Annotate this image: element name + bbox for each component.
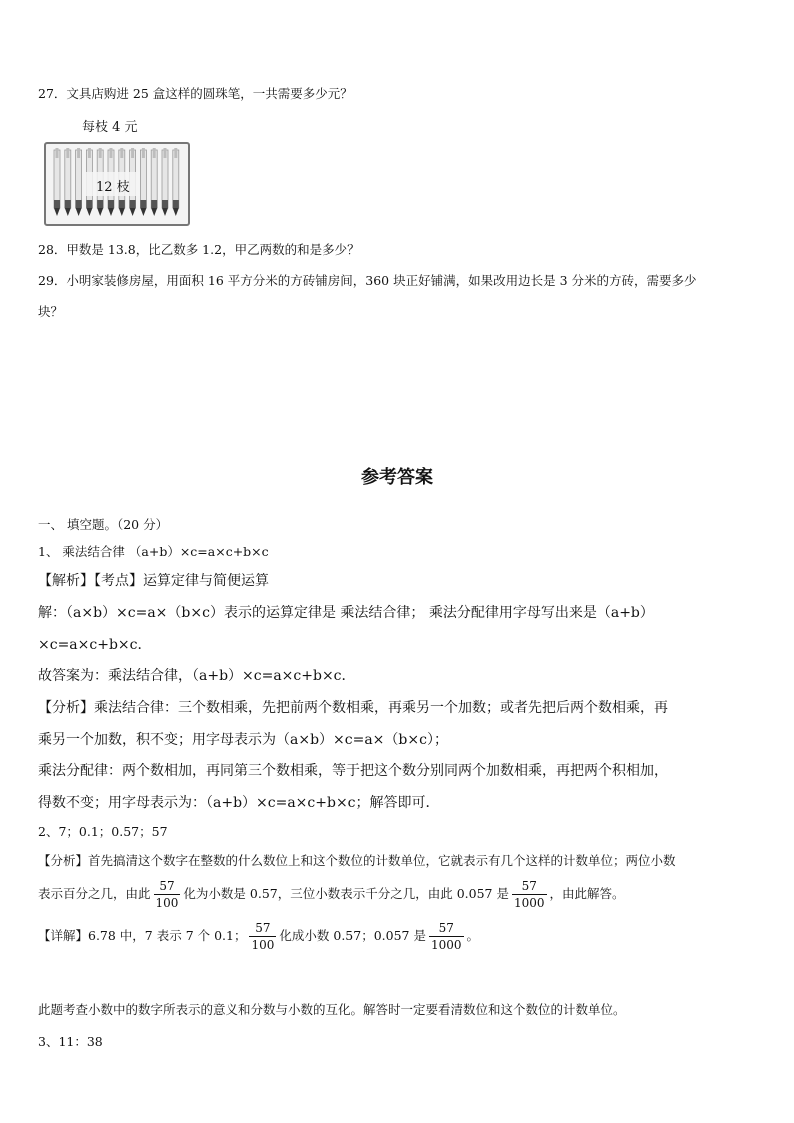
answer-1-fenxi-line4: 得数不变；用字母表示为：（a+b）×c=a×c+b×c；解答即可．: [38, 795, 440, 811]
answer-1-head: 1、 乘法结合律 （a+b）×c=a×c+b×c: [38, 544, 269, 559]
pen-icon: [151, 148, 157, 216]
fraction-numerator: 57: [249, 920, 276, 937]
answer-2-fenxi-text-a: 表示百分之几，由此: [38, 886, 151, 901]
pen-icon: [173, 148, 179, 216]
fraction-57-100: [249, 920, 276, 953]
fraction-numerator: 57: [154, 878, 181, 895]
answer-2-xiangjie-text-b: 化成小数 0.57；0.057 是: [279, 928, 426, 943]
answers-title: 参考答案: [361, 467, 433, 488]
answer-2-fenxi-line2: [38, 878, 625, 911]
fraction-denominator: 100: [251, 938, 275, 952]
fraction-numerator: 57: [512, 878, 547, 895]
pen-icon: [162, 148, 168, 216]
fraction-numerator: 57: [429, 920, 464, 937]
answer-2-xiangjie-text-c: 。: [466, 928, 480, 943]
answer-1-fenxi-line2: 乘另一个加数，积不变；用字母表示为（a×b）×c=a×（b×c）；: [38, 732, 448, 748]
fraction-57-1000: [512, 878, 547, 911]
answer-2-fenxi-line1: 【分析】首先搞清这个数字在整数的什么数位上和这个数位的计数单位，它就表示有几个这样的计数单位；两位小数: [38, 853, 676, 868]
pen-icon: [140, 148, 146, 216]
answer-2-fenxi-text-b: 化为小数是 0.57，三位小数表示千分之几，由此 0.057 是: [183, 886, 509, 901]
question-29-line1: 29．小明家装修房屋，用面积 16 平方分米的方砖铺房间，360 块正好铺满，如果改用边长是 3 分米的方砖，需要多少: [38, 273, 697, 288]
answer-3-head: 3、11：38: [38, 1034, 103, 1049]
box-label: 12 枝: [96, 180, 130, 195]
answer-1-jie-line1: 解：（a×b）×c=a×（b×c）表示的运算定律是 乘法结合律； 乘法分配律用字母写出来是（a+b）: [38, 605, 654, 621]
pen-icon: [54, 148, 60, 216]
fraction-57-100: [154, 878, 181, 911]
fraction-denominator: 1000: [513, 896, 545, 910]
question-27: 27．文具店购进 25 盒这样的圆珠笔，一共需要多少元？: [38, 86, 353, 101]
price-label: 每枝 4 元: [82, 120, 138, 135]
answer-2-summary: 此题考查小数中的数字所表示的意义和分数与小数的互化。解答时一定要看清数位和这个数位的计数单位。: [38, 1002, 626, 1017]
answer-1-fenxi-line3: 乘法分配律：两个数相加，再同第三个数相乘，等于把这个数分别同两个加数相乘，再把两个积相加，: [38, 763, 668, 779]
question-29-line2: 块？: [38, 304, 64, 319]
answer-1-result: 故答案为：乘法结合律，（a+b）×c=a×c+b×c．: [38, 668, 356, 684]
fraction-denominator: 100: [155, 896, 179, 910]
pen-icon: [76, 148, 82, 216]
question-28: 28．甲数是 13.8，比乙数多 1.2，甲乙两数的和是多少？: [38, 242, 360, 257]
section-1-heading: 一、 填空题。（20 分）: [38, 517, 169, 532]
fraction-denominator: 1000: [430, 938, 462, 952]
pen-box-image: [44, 142, 190, 226]
answer-2-head: 2、7；0.1；0.57；57: [38, 824, 168, 839]
answer-2-xiangjie-text-a: 【详解】6.78 中，7 表示 7 个 0.1；: [38, 928, 247, 943]
pen-icon: [65, 148, 71, 216]
answer-1-jie-line2: ×c=a×c+b×c．: [38, 637, 152, 653]
answer-1-fenxi-line1: 【分析】乘法结合律：三个数相乘，先把前两个数相乘，再乘另一个加数；或者先把后两个数相乘，再: [38, 700, 668, 716]
answer-2-fenxi-text-c: ，由此解答。: [549, 886, 625, 901]
fraction-57-1000: [429, 920, 464, 953]
answer-2-xiangjie: [38, 920, 479, 953]
answer-1-kaodian: 【解析】【考点】运算定律与简便运算: [38, 573, 269, 589]
